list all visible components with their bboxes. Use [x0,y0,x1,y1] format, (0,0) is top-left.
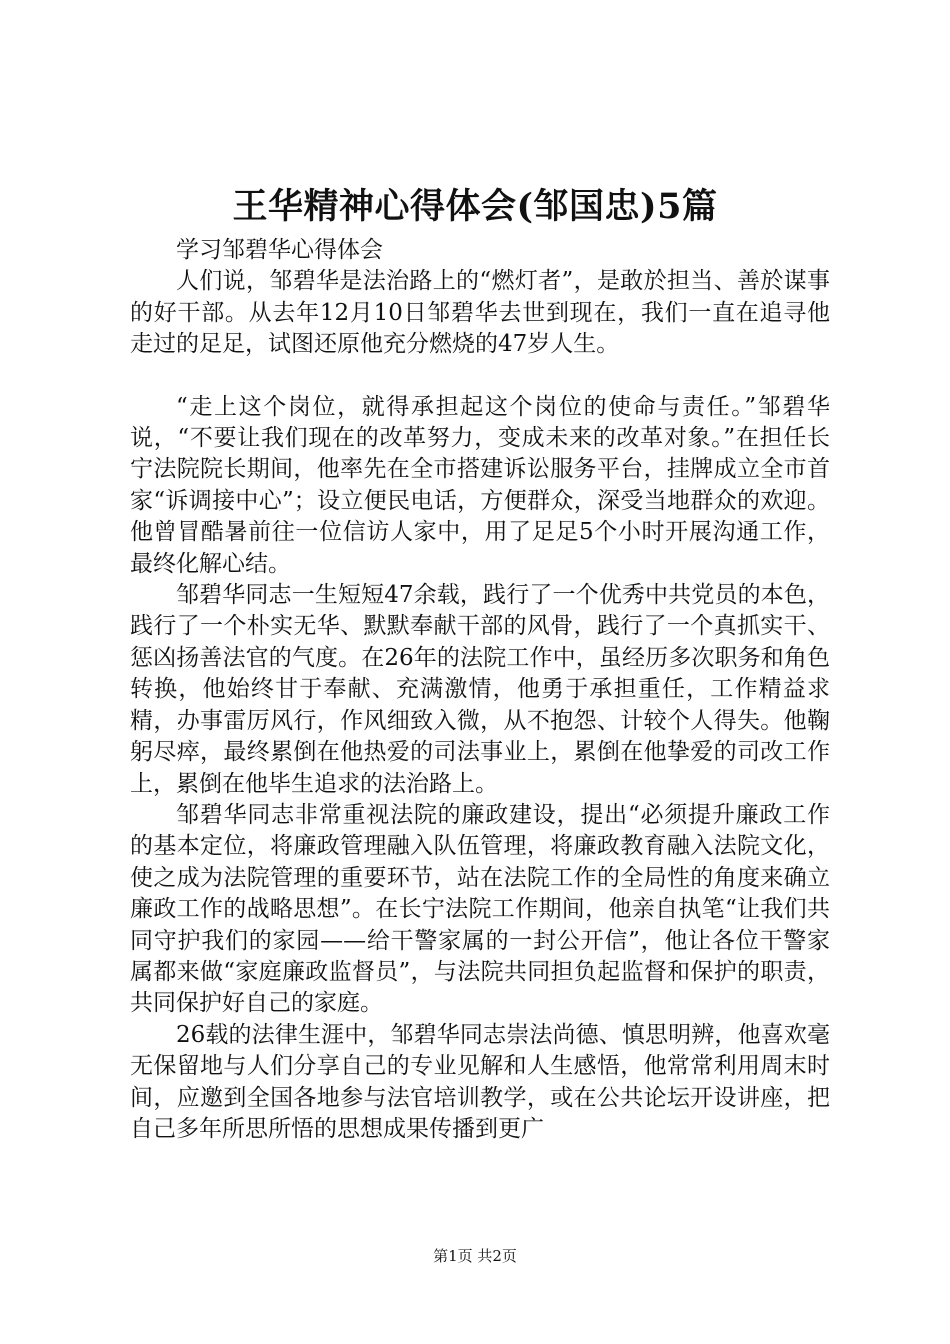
document-body [130,235,830,1145]
section-heading: 学习邹碧华心得体会 [176,237,383,263]
body-paragraph: 邹碧华同志非常重视法院的廉政建设，提出“必须提升廉政工作的基本定位，将廉政管理融入队伍管理，将廉政教育融入法院文化，使之成为法院管理的重要环节，站在法院工作的全局性的角度来确立廉政工作的战略思想”。在长宁法院工作期间，他亲自执笔“让我们共同守护我们的家园——给干警家属的一封公开信”，他让各位干警家属都来做“家庭廉政监督员”，与法院共同担负起监督和保护的职责，共同保护好自己的家庭。 [130,801,830,1017]
body-paragraph: 邹碧华同志一生短短47余载，践行了一个优秀中共党员的本色，践行了一个朴实无华、默默奉献干部的风骨，践行了一个真抓实干、惩凶扬善法官的气度。在26年的法院工作中，虽经历多次职务和角色转换，他始终甘于奉献、充满激情，他勇于承担重任，工作精益求精，办事雷厉风行，作风细致入微，从不抱怨、计较个人得失。他鞠躬尽瘁，最终累倒在他热爱的司法事业上，累倒在他挚爱的司改工作上，累倒在他毕生追求的法治路上。 [130,582,830,797]
body-paragraph: 26载的法律生涯中，邹碧华同志崇法尚德、慎思明辨，他喜欢毫无保留地与人们分享自己的专业见解和人生感悟，他常常利用周末时间，应邀到全国各地参与法官培训教学，或在公共论坛开设讲座，把自己多年所思所悟的思想成果传播到更广 [130,1021,830,1142]
body-paragraph: “走上这个岗位，就得承担起这个岗位的使命与责任。”邹碧华说，“不要让我们现在的改革努力，变成未来的改革对象。”在担任长宁法院院长期间，他率先在全市搭建诉讼服务平台，挂牌成立全市首家“诉调接中心”；设立便民电话，方便群众，深受当地群众的欢迎。他曾冒酷暑前往一位信访人家中，用了足足5个小时开展沟通工作，最终化解心结。 [130,393,830,577]
body-paragraph: 人们说，邹碧华是法治路上的“燃灯者”，是敢於担当、善於谋事的好干部。从去年12月10日邹碧华去世到现在，我们一直在追寻他走过的足足，试图还原他充分燃烧的47岁人生。 [130,268,830,358]
page-footer: 第1页 共2页 [433,1247,517,1265]
document-title: 王华精神心得体会(邹国忠)5篇 [232,186,718,227]
